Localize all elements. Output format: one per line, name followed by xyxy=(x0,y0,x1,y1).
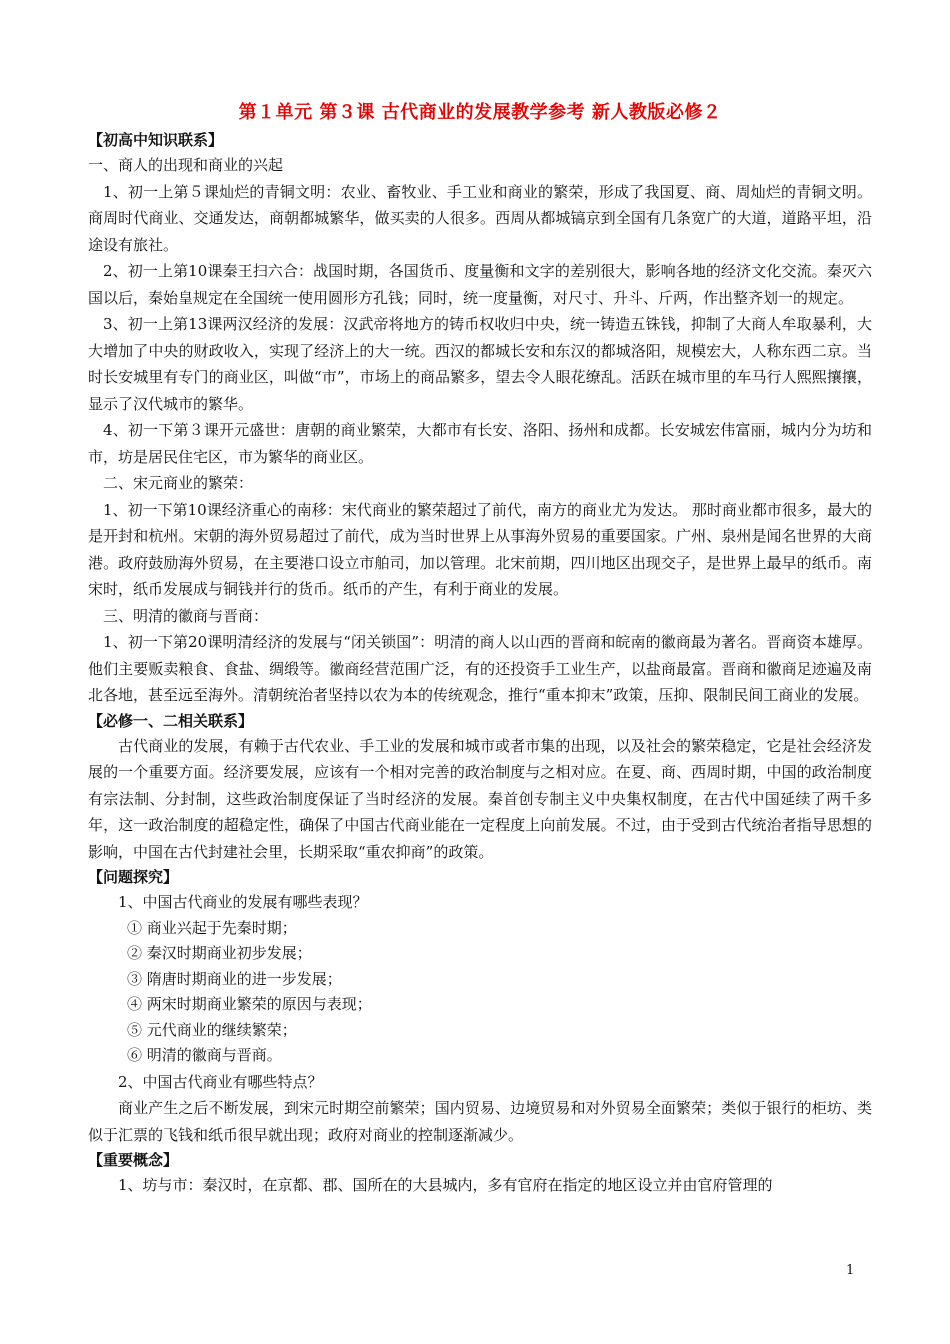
list-item: ⑥ 明清的徽商与晋商。 xyxy=(127,1046,282,1064)
section-heading-required-link: 【必修一、二相关联系】 xyxy=(88,711,254,730)
document-page xyxy=(88,100,872,1199)
section-heading-inquiry: 【问题探究】 xyxy=(88,868,179,886)
list-item: ③ 隋唐时期商业的进一步发展； xyxy=(127,969,342,988)
list-item: ② 秦汉时期商业初步发展； xyxy=(127,944,312,962)
section-heading-key-concepts: 【重要概念】 xyxy=(88,1151,179,1169)
answer-commerce-characteristics: 商业产生之后不断发展，到宋元时期空前繁荣；国内贸易、边境贸易和对外贸易全面繁荣；类似于银行的柜坊、类似于汇票的飞钱和纸币很早就出现；政府对商业的控制逐渐减少。 xyxy=(88,1099,872,1144)
paragraph-han-economy: 3、初一上第13课两汉经济的发展：汉武帝将地方的铸币权收归中央，统一铸造五铢钱，抑制了大商人牟取暴利，大大增加了中央的财政收入，实现了经济上的大一统。西汉的都城长安和东汉的都城洛阳，规模宏大，人称东西二京。当时长安城里有专门的商业区，叫做“市”，市场上的商品繁多，望去令人眼花缭乱。活跃在城市里的车马行人熙熙攘攘，显示了汉代城市的繁华。 xyxy=(88,315,872,413)
paragraph-kaiyuan-era: 4、初一下第３课开元盛世：唐朝的商业繁荣，大都市有长安、洛阳、扬州和成都。长安城宏伟富丽，城内分为坊和市，坊是居民住宅区，市为繁华的商业区。 xyxy=(88,421,872,466)
paragraph-economic-center-shift: 1、初一下第10课经济重心的南移：宋代商业的繁荣超过了前代，南方的商业尤为发达。 那时商业都市很多，最大的是开封和杭州。宋朝的海外贸易超过了前代，成为当时世界上从事海外贸易的重要国家。广州、泉州是闻名世界的大商港。政府鼓励海外贸易，在主要港口设立市舶司，加以管理。北宋前期，四川地区出现交子，是世界上最早的纸币。南宋时，纸币发展成与铜钱并行的货币。纸币的产生，有利于商业的发展。 xyxy=(88,500,872,598)
list-item: ⑤ 元代商业的继续繁荣； xyxy=(127,1020,297,1039)
subheading-merchants-rise: 一、商人的出现和商业的兴起 xyxy=(88,156,284,174)
list-item: ① 商业兴起于先秦时期； xyxy=(127,918,297,937)
question-commerce-manifestations: 1、中国古代商业的发展有哪些表现？ xyxy=(118,893,368,911)
paragraph-qin-unification: 2、初一上第10课秦王扫六合：战国时期，各国货币、度量衡和文字的差别很大，影响各地的经济文化交流。秦灭六国以后，秦始皇规定在全国统一使用圆形方孔钱；同时，统一度量衡，对尺寸、升斗、斤两，作出整齐划一的规定。 xyxy=(88,262,872,307)
list-item: ④ 两宋时期商业繁荣的原因与表现； xyxy=(127,995,372,1013)
paragraph-bronze-civilization: 1、初一上第５课灿烂的青铜文明：农业、畜牧业、手工业和商业的繁荣，形成了我国夏、商、周灿烂的青铜文明。商周时代商业、交通发达，商朝都城繁华，做买卖的人很多。西周从都城镐京到全国有几条宽广的大道，道路平坦，沿途设有旅社。 xyxy=(88,182,872,254)
paragraph-ming-qing-economy: 1、初一下第20课明清经济的发展与“闭关锁国”：明清的商人以山西的晋商和皖南的徽商最为著名。晋商资本雄厚。他们主要贩卖粮食、食盐、绸缎等。徽商经营范围广泛，有的还投资手工业生产，以盐商最富。晋商和徽商足迹遍及南北各地，甚至远至海外。清朝统治者坚持以农为本的传统观念，推行“重本抑末”政策，压抑、限制民间工商业的发展。 xyxy=(88,633,872,704)
paragraph-ancient-commerce-politics: 古代商业的发展，有赖于古代农业、手工业的发展和城市或者市集的出现，以及社会的繁荣稳定，它是社会经济发展的一个重要方面。经济要发展，应该有一个相对完善的政治制度与之相对应。在夏、商、西周时期，中国的政治制度有宗法制、分封制，这些政治制度保证了当时经济的发展。秦首创专制主义中央集权制度，在古代中国延续了两千多年，这一政治制度的超稳定性，确保了中国古代商业能在一定程度上向前发展。不过，由于受到古代统治者指导思想的影响，中国在古代封建社会里，长期采取“重农抑商”的政策。 xyxy=(88,736,872,861)
question-commerce-characteristics: 2、中国古代商业有哪些特点？ xyxy=(118,1072,323,1091)
subheading-huizhou-jin-merchants: 三、明清的徽商与晋商： xyxy=(103,606,269,625)
document-title: 第１单元 第３课 古代商业的发展教学参考 新人教版必修２ xyxy=(238,102,722,123)
section-heading-junior-senior-link: 【初高中知识联系】 xyxy=(88,131,224,149)
subheading-song-yuan-commerce: 二、宋元商业的繁荣： xyxy=(103,474,254,492)
paragraph-fang-and-shi: 1、坊与市：秦汉时，在京都、郡、国所在的大县城内，多有官府在指定的地区设立并由官府管理的 xyxy=(118,1176,773,1194)
page-number: 1 xyxy=(846,1263,855,1278)
